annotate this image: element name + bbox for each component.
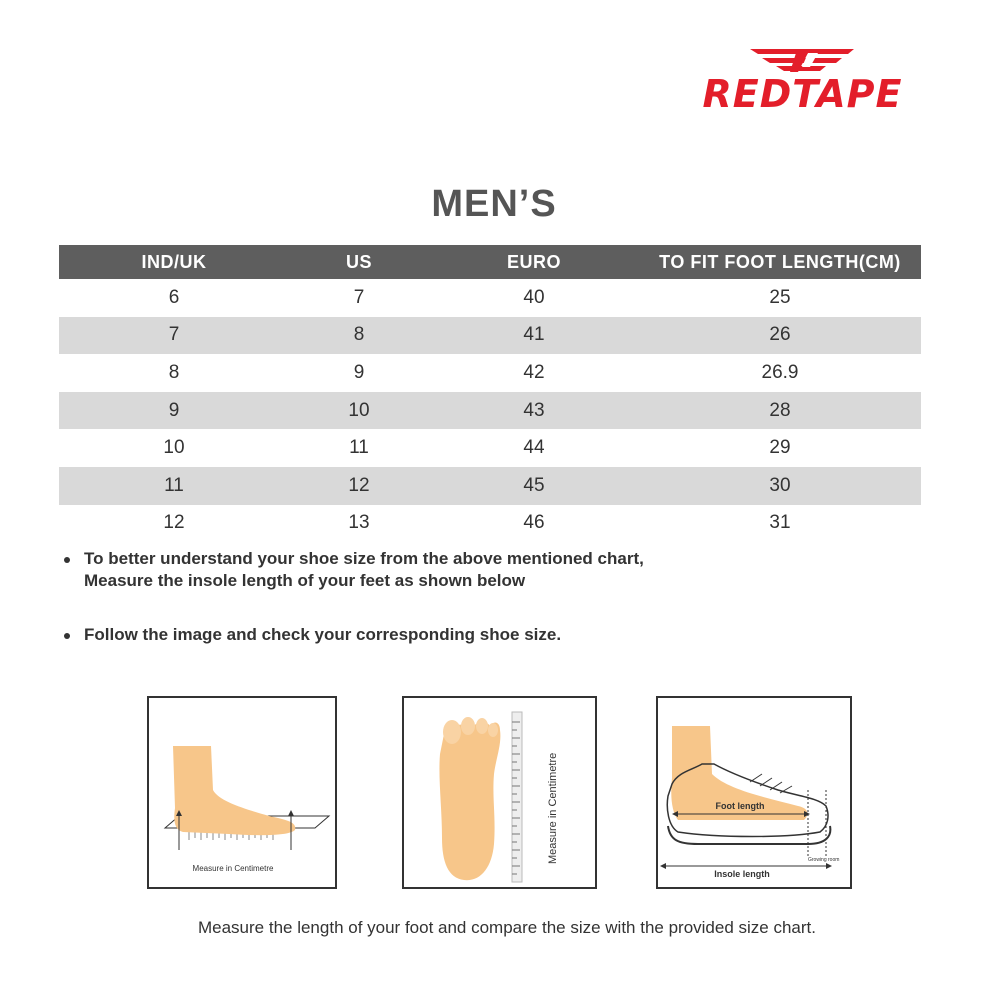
header-foot-length: TO FIT FOOT LENGTH(CM) xyxy=(639,245,921,279)
cell-ind-uk: 11 xyxy=(59,467,289,505)
cell-us: 13 xyxy=(348,512,370,534)
table-row xyxy=(59,467,921,505)
cell-foot-length: 29 xyxy=(769,437,791,459)
cell-foot-length: 30 xyxy=(639,467,921,505)
measure-label-sole: Measure in Centimetre xyxy=(547,752,559,864)
insole-length-label: Insole length xyxy=(714,869,770,879)
cell-euro: 43 xyxy=(429,392,639,430)
foot-in-shoe-diagram xyxy=(656,696,852,889)
wings-icon xyxy=(750,45,860,73)
size-chart-table xyxy=(59,245,921,542)
cell-foot-length: 25 xyxy=(769,286,791,308)
cell-ind-uk: 10 xyxy=(163,437,185,459)
cell-ind-uk: 7 xyxy=(59,317,289,355)
footer-caption: Measure the length of your foot and compare the size with the provided size chart. xyxy=(197,918,816,937)
header-us: US xyxy=(289,245,429,279)
foot-side-diagram xyxy=(147,696,337,889)
growing-room-label: Growing room xyxy=(808,857,840,863)
table-row xyxy=(59,279,921,317)
measure-label-side: Measure in Centimetre xyxy=(192,864,274,873)
cell-foot-length: 28 xyxy=(639,392,921,430)
cell-foot-length: 26 xyxy=(639,317,921,355)
page-title: MEN’S xyxy=(431,183,557,225)
cell-euro: 40 xyxy=(523,286,545,308)
brand-name: REDTAPE xyxy=(702,72,903,116)
header-euro: EURO xyxy=(429,245,639,279)
cell-euro: 42 xyxy=(523,361,545,383)
cell-us: 11 xyxy=(349,437,369,459)
cell-ind-uk: 6 xyxy=(168,286,180,308)
instruction-item xyxy=(62,624,922,646)
cell-us: 8 xyxy=(289,317,429,355)
foot-length-label: Foot length xyxy=(715,801,765,811)
table-row xyxy=(59,392,921,430)
redtape-logo xyxy=(655,45,955,125)
foot-sole-diagram xyxy=(402,696,597,889)
cell-us: 9 xyxy=(353,361,365,383)
cell-us: 7 xyxy=(353,286,365,308)
cell-foot-length: 31 xyxy=(769,512,791,534)
cell-us: 10 xyxy=(289,392,429,430)
table-header-row xyxy=(59,245,921,279)
table-row xyxy=(59,354,921,392)
cell-euro: 44 xyxy=(523,437,545,459)
table-row xyxy=(59,505,921,543)
header-ind-uk: IND/UK xyxy=(59,245,289,279)
cell-foot-length: 26.9 xyxy=(761,361,799,383)
instruction-text: Follow the image and check your corresponding shoe size. xyxy=(84,625,562,644)
cell-us: 12 xyxy=(289,467,429,505)
instructions-list xyxy=(62,548,922,646)
table-row xyxy=(59,317,921,355)
cell-ind-uk: 12 xyxy=(163,512,185,534)
cell-euro: 45 xyxy=(429,467,639,505)
instruction-text: Measure the insole length of your feet as shown below xyxy=(84,571,526,590)
cell-ind-uk: 8 xyxy=(168,361,180,383)
cell-ind-uk: 9 xyxy=(59,392,289,430)
cell-euro: 46 xyxy=(523,512,545,534)
cell-euro: 41 xyxy=(429,317,639,355)
instruction-item xyxy=(62,548,922,592)
instruction-text: To better understand your shoe size from the above mentioned chart, xyxy=(84,549,644,568)
table-row xyxy=(59,429,921,467)
